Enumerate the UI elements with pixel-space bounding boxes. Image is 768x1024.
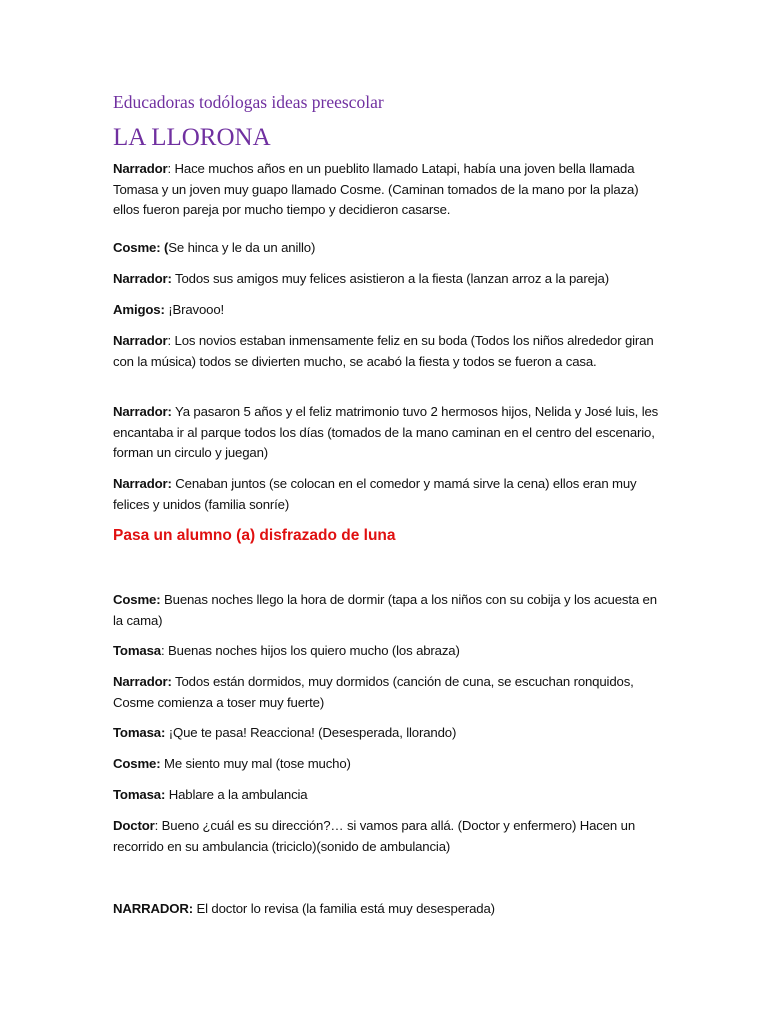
- script-line: [113, 238, 661, 259]
- speaker-name: Tomasa:: [113, 725, 166, 740]
- site-title: Educadoras todólogas ideas preescolar: [113, 92, 384, 112]
- speaker-name: Amigos:: [113, 302, 165, 317]
- line-text: ¡Bravooo!: [164, 302, 225, 317]
- speaker-name: Tomasa: [113, 643, 161, 658]
- speaker-name: Narrador: [113, 333, 168, 348]
- line-text: Ya pasaron 5 años y el feliz matrimonio tuvo 2 hermosos hijos, Nelida y José luis, les encantaba ir al parque todos los días (tomados de la mano caminan en el centro del escenario, forman un circulo y juegan): [113, 404, 659, 460]
- speaker-name: Narrador: [113, 161, 168, 176]
- script-line: [113, 159, 661, 221]
- speaker-name: NARRADOR:: [113, 901, 193, 916]
- script-line: [113, 269, 661, 290]
- script-line: [113, 300, 661, 321]
- line-text: Hablare a la ambulancia: [165, 787, 308, 802]
- speaker-name: Cosme:: [113, 756, 161, 771]
- script-line: [113, 402, 661, 464]
- line-text: : Los novios estaban inmensamente feliz en su boda (Todos los niños alrededor giran con la música) todos se divierten mucho, se acabó la fiesta y todos se fueron a casa.: [113, 333, 654, 369]
- line-text: ¡Que te pasa! Reacciona! (Desesperada, llorando): [165, 725, 457, 740]
- script-line: [113, 331, 661, 372]
- line-text: Me siento muy mal (tose mucho): [160, 756, 351, 771]
- speaker-name: Tomasa:: [113, 787, 166, 802]
- script-line: [113, 474, 661, 515]
- speaker-name: Narrador:: [113, 476, 172, 491]
- line-text: : Buenas noches hijos los quiero mucho (los abraza): [160, 643, 460, 658]
- stage-note: Pasa un alumno (a) disfrazado de luna: [113, 527, 396, 544]
- speaker-name: Narrador:: [113, 271, 172, 286]
- line-text: Todos sus amigos muy felices asistieron a la fiesta (lanzan arroz a la pareja): [171, 271, 609, 286]
- speaker-name: Narrador:: [113, 674, 172, 689]
- line-text: Buenas noches llego la hora de dormir (tapa a los niños con su cobija y los acuesta en la cama): [113, 592, 657, 628]
- script-line: [113, 816, 661, 857]
- script-line: [113, 641, 661, 662]
- script-line: [113, 754, 661, 775]
- speaker-name: Cosme:: [113, 592, 161, 607]
- document-title: LA LLORONA: [113, 124, 271, 151]
- script-line: [113, 899, 661, 920]
- script-line: [113, 723, 661, 744]
- script-line: [113, 590, 661, 631]
- line-text: El doctor lo revisa (la familia está muy desesperada): [192, 901, 495, 916]
- line-text: Todos están dormidos, muy dormidos (canción de cuna, se escuchan ronquidos, Cosme comienza a toser muy fuerte): [113, 674, 634, 710]
- line-text: : Hace muchos años en un pueblito llamado Latapi, había una joven bella llamada Tomasa y un joven muy guapo llamado Cosme. (Caminan tomados de la mano por la plaza) ellos fueron pareja por mucho tiempo y decidieron casarse.: [113, 161, 639, 217]
- script-line: [113, 672, 661, 713]
- speaker-name: Doctor: [113, 818, 155, 833]
- speaker-name: Cosme: (: [113, 240, 169, 255]
- line-text: Cenaban juntos (se colocan en el comedor y mamá sirve la cena) ellos eran muy felices y unidos (familia sonríe): [113, 476, 637, 512]
- script-line: [113, 785, 661, 806]
- speaker-name: Narrador:: [113, 404, 172, 419]
- line-text: : Bueno ¿cuál es su dirección?… si vamos para allá. (Doctor y enfermero) Hacen un recorrido en su ambulancia (triciclo)(sonido de ambulancia): [113, 818, 635, 854]
- line-text: Se hinca y le da un anillo): [168, 240, 316, 255]
